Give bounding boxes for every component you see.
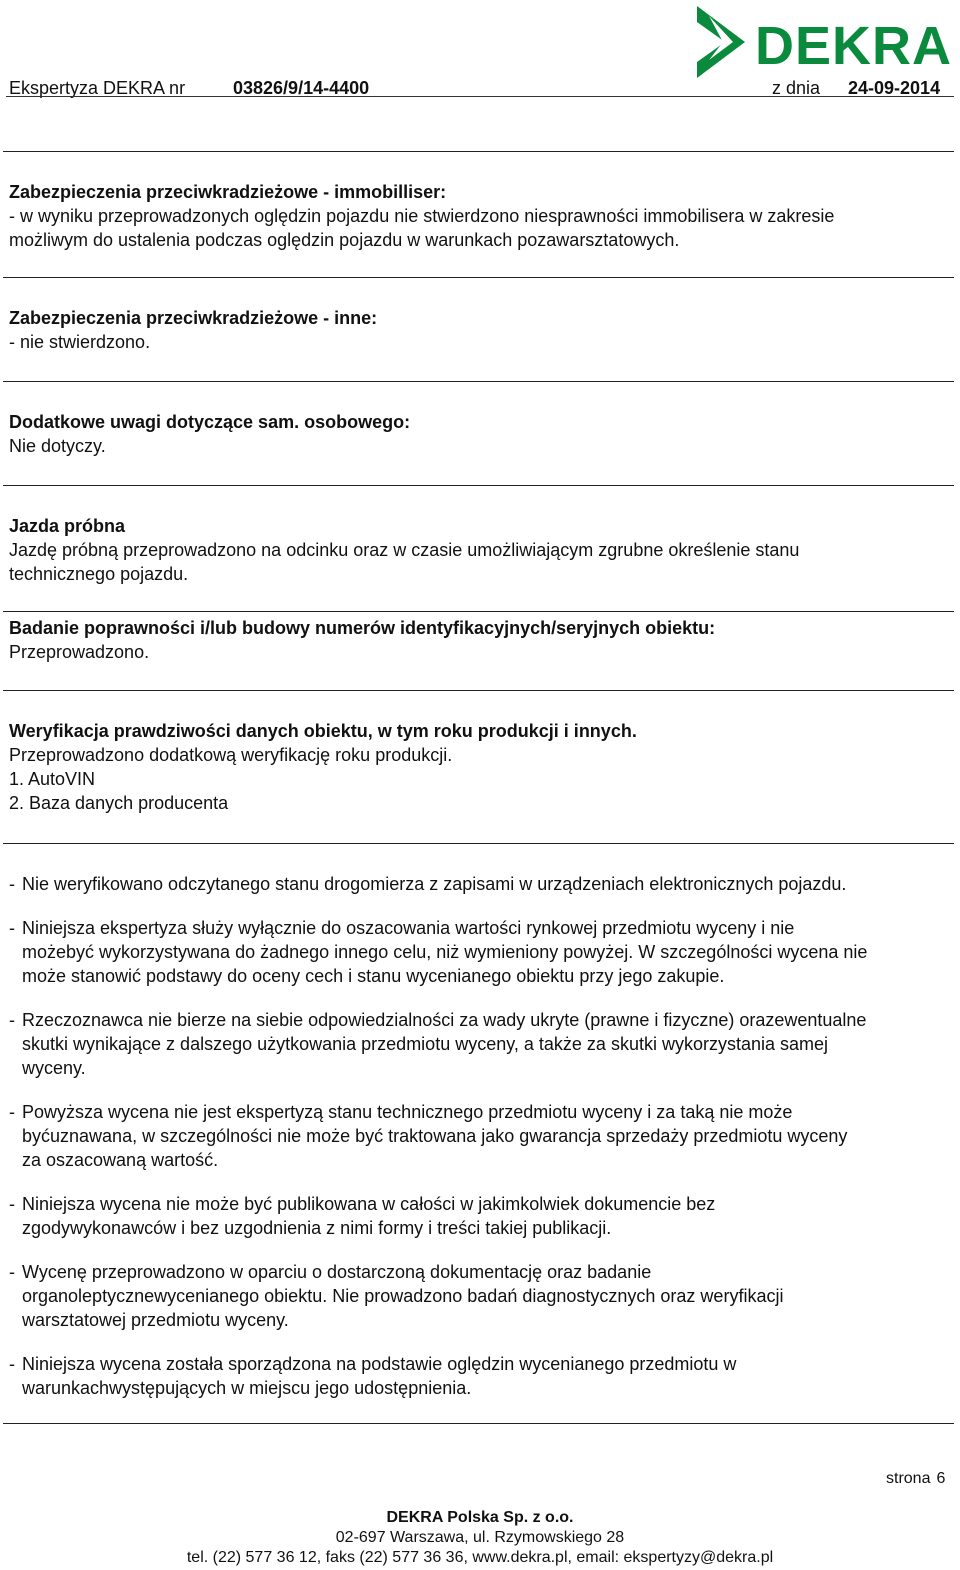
section-title: Jazda próbna: [9, 516, 126, 536]
section-text: - w wyniku przeprowadzonych oględzin pojazdu nie stwierdzono niesprawności immobilisera w zakresie: [9, 206, 835, 226]
bullet-dash: -: [9, 918, 15, 938]
section-text: Przeprowadzono.: [9, 642, 150, 662]
section-immobiliser: [9, 180, 949, 252]
disclaimer-text: zgodywykonawców i bez uzgodnienia z nimi formy i treści takiej publikacji.: [22, 1218, 612, 1238]
disclaimer-text: organoleptycznewycenianego obiektu. Nie prowadzono badań diagnostycznych oraz weryfikacji: [22, 1286, 784, 1306]
divider: [3, 151, 954, 152]
document-header: [6, 76, 954, 100]
disclaimer-text: wyceny.: [22, 1058, 86, 1078]
section-test-drive: [9, 514, 949, 586]
disclaimer-item: [9, 1192, 949, 1240]
disclaimer-text: warunkachwystępujących w miejscu jego udostępnienia.: [22, 1378, 472, 1398]
section-title: Dodatkowe uwagi dotyczące sam. osobowego:: [9, 412, 411, 432]
disclaimer-text: Powyższa wycena nie jest ekspertyzą stanu technicznego przedmiotu wyceny i za taką nie może: [22, 1102, 793, 1122]
dekra-arrow-icon: [697, 6, 745, 78]
section-text: technicznego pojazdu.: [9, 564, 189, 584]
disclaimer-text: Nie weryfikowano odczytanego stanu drogomierza z zapisami w urządzeniach elektronicznych pojazdu.: [22, 874, 847, 894]
section-title: Badanie poprawności i/lub budowy numerów identyfikacyjnych/seryjnych obiektu:: [9, 618, 716, 638]
divider: [3, 381, 954, 382]
divider: [3, 690, 954, 691]
divider: [3, 843, 954, 844]
disclaimer-text: Niniejsza wycena została sporządzona na podstawie oględzin wycenianego przedmiotu w: [22, 1354, 737, 1374]
section-text: Nie dotyczy.: [9, 436, 106, 456]
bullet-dash: -: [9, 1354, 15, 1374]
disclaimer-item: [9, 1260, 949, 1332]
disclaimer-text: możebyć wykorzystywana do żadnego innego celu, niż wymieniony powyżej. W szczególności wycena nie: [22, 942, 868, 962]
disclaimer-text: warsztatowej przedmiotu wyceny.: [22, 1310, 289, 1330]
bullet-dash: -: [9, 874, 15, 894]
section-title: Zabezpieczenia przeciwkradzieżowe - immobilliser:: [9, 182, 447, 202]
disclaimer-text: Niniejsza wycena nie może być publikowana w całości w jakimkolwiek dokumencie bez: [22, 1194, 716, 1214]
disclaimer-text: Rzeczoznawca nie bierze na siebie odpowiedzialności za wady ukryte (prawne i fizyczne) orazewentualne: [22, 1010, 867, 1030]
header-underline: [6, 96, 954, 97]
disclaimer-item: [9, 916, 949, 988]
header-label: Ekspertyza DEKRA nr: [9, 78, 186, 98]
section-additional-remarks: [9, 410, 949, 458]
section-title: Weryfikacja prawdziwości danych obiektu, w tym roku produkcji i innych.: [9, 721, 637, 741]
dekra-logo: [695, 6, 955, 80]
section-title: Zabezpieczenia przeciwkradzieżowe - inne:: [9, 308, 378, 328]
section-antitheft-other: [9, 306, 949, 354]
section-text: - nie stwierdzono.: [9, 332, 151, 352]
dekra-logo-text: DEKRA: [755, 16, 953, 76]
disclaimer-list: [9, 872, 949, 1400]
page-number: [886, 1470, 951, 1488]
footer-company: DEKRA Polska Sp. z o.o.: [386, 1509, 574, 1526]
footer: [0, 1508, 960, 1568]
bullet-dash: -: [9, 1010, 15, 1030]
section-text: 1. AutoVIN: [9, 769, 96, 789]
page-label: strona: [886, 1470, 931, 1487]
divider: [3, 277, 954, 278]
disclaimer-text: Niniejsza ekspertyza służy wyłącznie do oszacowania wartości rynkowej przedmiotu wyceny i nie: [22, 918, 795, 938]
divider: [3, 485, 954, 486]
bullet-dash: -: [9, 1194, 15, 1214]
report-number: 03826/9/14-4400: [233, 78, 370, 98]
disclaimer-text: Wycenę przeprowadzono w oparciu o dostarczoną dokumentację oraz badanie: [22, 1262, 652, 1282]
divider: [3, 1423, 954, 1424]
page-value: 6: [936, 1470, 946, 1487]
date-label: z dnia: [772, 78, 821, 98]
divider: [3, 611, 954, 612]
disclaimer-item: [9, 872, 949, 896]
section-text: Jazdę próbną przeprowadzono na odcinku oraz w czasie umożliwiającym zgrubne określenie stanu: [9, 540, 800, 560]
section-verification: [9, 719, 949, 815]
disclaimer-item: [9, 1352, 949, 1400]
section-id-numbers: [9, 616, 949, 664]
disclaimer-item: [9, 1008, 949, 1080]
bullet-dash: -: [9, 1262, 15, 1282]
disclaimer-item: [9, 1100, 949, 1172]
footer-contact: tel. (22) 577 36 12, faks (22) 577 36 36, www.dekra.pl, email: ekspertyzy@dekra.pl: [186, 1549, 774, 1566]
footer-address: 02-697 Warszawa, ul. Rzymowskiego 28: [335, 1529, 625, 1546]
disclaimer-text: byćuznawana, w szczególności nie może być traktowana jako gwarancja sprzedaży przedmiotu wyceny: [22, 1126, 848, 1146]
disclaimer-text: może stanowić podstawy do oceny cech i stanu wycenianego obiektu przy jego zakupie.: [22, 966, 725, 986]
report-date: 24-09-2014: [848, 78, 941, 98]
section-text: 2. Baza danych producenta: [9, 793, 229, 813]
bullet-dash: -: [9, 1102, 15, 1122]
disclaimer-text: za oszacowaną wartość.: [22, 1150, 219, 1170]
section-text: Przeprowadzono dodatkową weryfikację roku produkcji.: [9, 745, 453, 765]
section-text: możliwym do ustalenia podczas oględzin pojazdu w warunkach pozawarsztatowych.: [9, 230, 680, 250]
disclaimer-text: skutki wynikające z dalszego użytkowania przedmiotu wyceny, a także za skutki wykorzystania samej: [22, 1034, 829, 1054]
